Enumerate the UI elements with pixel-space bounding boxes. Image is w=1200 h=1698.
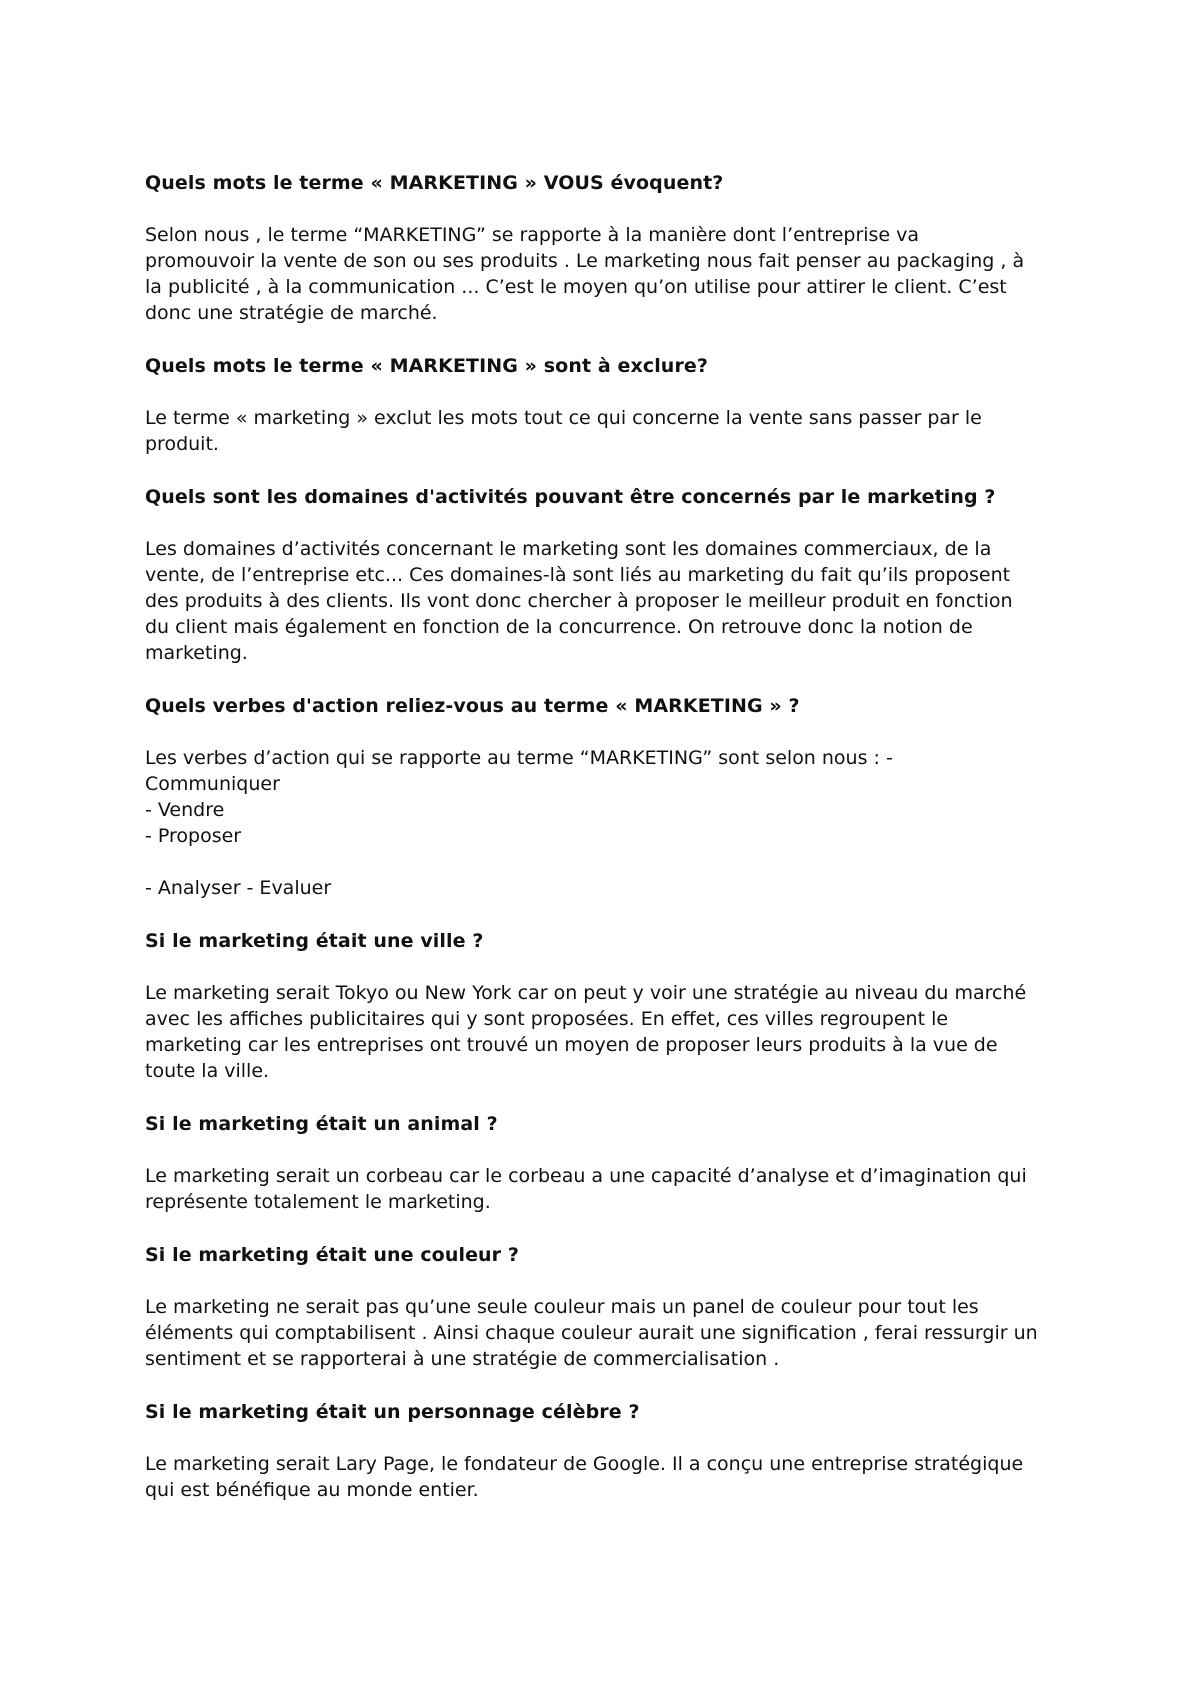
question-heading: Si le marketing était un personnage célèbre ? [145, 1401, 640, 1423]
question-heading: Si le marketing était une ville ? [145, 930, 484, 952]
answer-paragraph [145, 405, 1065, 457]
document-page [145, 170, 1065, 1530]
answer-line: éléments qui comptabilisent . Ainsi chaque couleur aurait une signification , ferai ressurgir un [145, 1322, 1038, 1344]
answer-line: produit. [145, 433, 219, 455]
question-heading: Si le marketing était un animal ? [145, 1113, 498, 1135]
answer-line: marketing. [145, 642, 248, 664]
answer-line: Le marketing serait Lary Page, le fondateur de Google. Il a conçu une entreprise stratégique [145, 1453, 1024, 1475]
answer-line: - Vendre [145, 799, 225, 821]
answer-line: du client mais également en fonction de la concurrence. On retrouve donc la notion de [145, 616, 973, 638]
answer-paragraph [145, 1163, 1065, 1215]
answer-paragraph [145, 536, 1065, 666]
answer-line: - Proposer [145, 825, 242, 847]
answer-line: Le marketing serait un corbeau car le corbeau a une capacité d’analyse et d’imagination qui [145, 1165, 1027, 1187]
question-heading: Si le marketing était une couleur ? [145, 1244, 519, 1266]
answer-paragraph [145, 222, 1065, 326]
answer-line: représente totalement le marketing. [145, 1191, 491, 1213]
answer-line: qui est bénéfique au monde entier. [145, 1479, 479, 1501]
answer-line: Selon nous , le terme “MARKETING” se rapporte à la manière dont l’entreprise va [145, 224, 920, 246]
question-heading: Quels mots le terme « MARKETING » sont à exclure? [145, 355, 709, 377]
answer-paragraph [145, 1294, 1065, 1372]
question-heading: Quels mots le terme « MARKETING » VOUS évoquent? [145, 172, 724, 194]
answer-paragraph [145, 745, 1065, 901]
answer-paragraph [145, 1451, 1065, 1503]
answer-line: sentiment et se rapporterai à une stratégie de commercialisation . [145, 1348, 780, 1370]
answer-line: - Analyser - Evaluer [145, 877, 332, 899]
question-heading: Quels verbes d'action reliez-vous au terme « MARKETING » ? [145, 695, 800, 717]
answer-paragraph [145, 980, 1065, 1084]
answer-line: marketing car les entreprises ont trouvé un moyen de proposer leurs produits à la vue de [145, 1034, 998, 1056]
answer-line: des produits à des clients. Ils vont donc chercher à proposer le meilleur produit en fonction [145, 590, 1013, 612]
answer-line: toute la ville. [145, 1060, 270, 1082]
answer-line: avec les affiches publicitaires qui y sont proposées. En effet, ces villes regroupent le [145, 1008, 949, 1030]
blank-line [145, 849, 1065, 875]
answer-line: vente, de l’entreprise etc... Ces domaines-là sont liés au marketing du fait qu’ils proposent [145, 564, 1011, 586]
answer-line: Le terme « marketing » exclut les mots tout ce qui concerne la vente sans passer par le [145, 407, 982, 429]
answer-line: Le marketing serait Tokyo ou New York car on peut y voir une stratégie au niveau du marché [145, 982, 1027, 1004]
question-heading: Quels sont les domaines d'activités pouvant être concernés par le marketing ? [145, 486, 996, 508]
answer-line: Communiquer [145, 773, 280, 795]
answer-line: la publicité , à la communication ... C’est le moyen qu’on utilise pour attirer le client. C’est [145, 276, 1007, 298]
answer-line: Les domaines d’activités concernant le marketing sont les domaines commerciaux, de la [145, 538, 992, 560]
answer-line: Les verbes d’action qui se rapporte au terme “MARKETING” sont selon nous : - [145, 747, 893, 769]
answer-line: promouvoir la vente de son ou ses produits . Le marketing nous fait penser au packaging , à [145, 250, 1025, 272]
answer-line: donc une stratégie de marché. [145, 302, 438, 324]
answer-line: Le marketing ne serait pas qu’une seule couleur mais un panel de couleur pour tout les [145, 1296, 979, 1318]
